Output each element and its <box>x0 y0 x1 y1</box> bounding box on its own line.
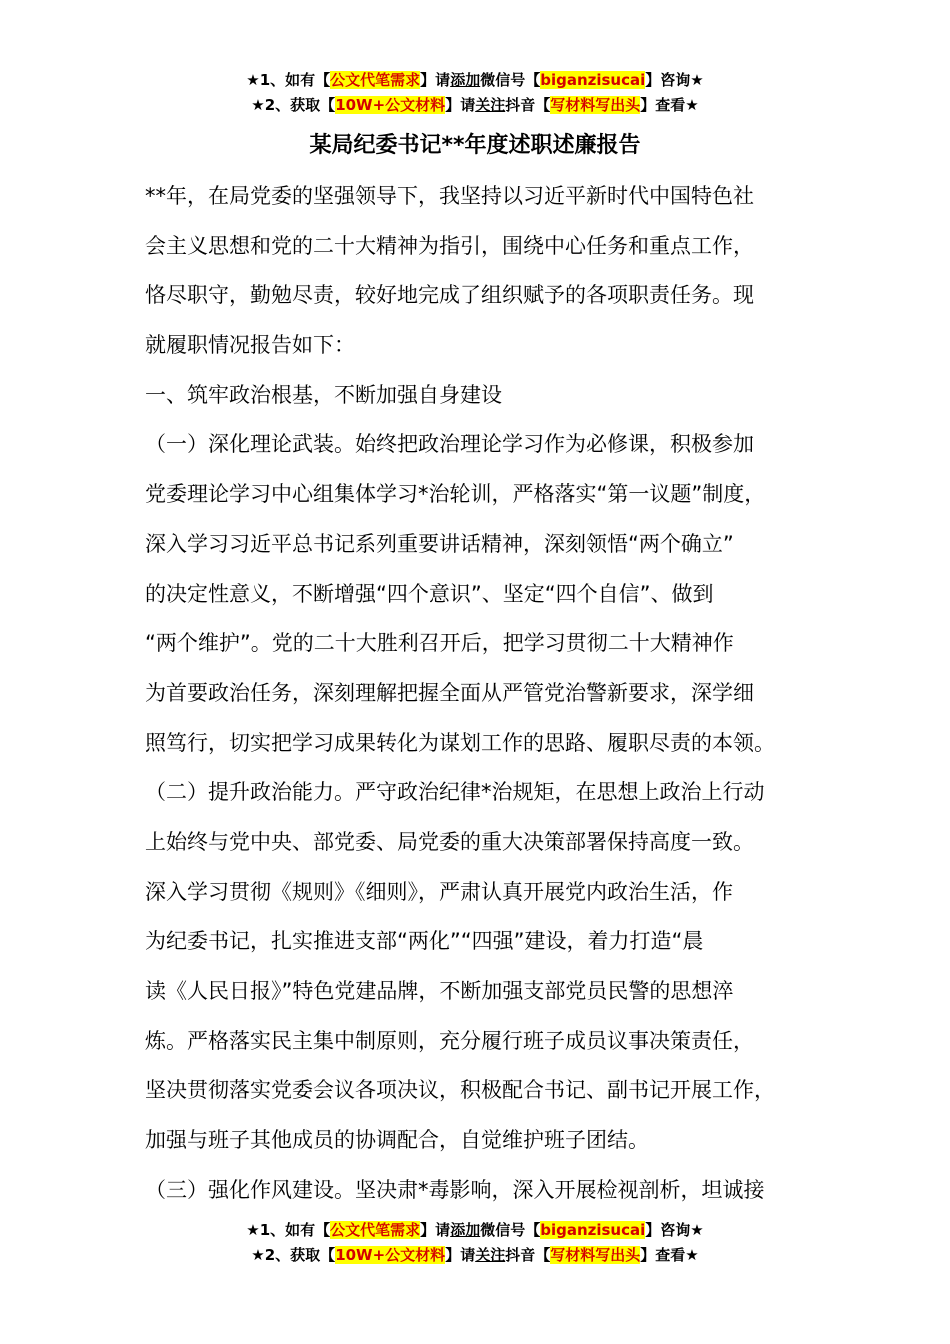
body-line: 加强与班子其他成员的协调配合，自觉维护班子团结。 <box>145 1128 649 1153</box>
body-line: 为首要政治任务，深刻理解把握全面从严管党治警新要求，深学细 <box>145 680 754 705</box>
body-line: 恪尽职守，勤勉尽责，较好地完成了组织赋予的各项职责任务。现 <box>145 283 754 308</box>
banner-highlight: 公文代笔需求 <box>330 71 421 89</box>
body-line: **年，在局党委的坚强领导下，我坚持以习近平新时代中国特色社 <box>145 184 754 208</box>
banner-text: ★1、如有【 <box>246 1221 331 1239</box>
banner-underlined: 关注 <box>475 1246 506 1264</box>
section-heading: 一、筑牢政治根基，不断加强自身建设 <box>145 382 502 407</box>
banner-text: 微信号【 <box>480 71 541 89</box>
banner-highlight: 10W+公文材料 <box>335 1246 446 1264</box>
body-line: 就履职情况报告如下： <box>145 333 355 358</box>
banner-highlight: 写材料写出头 <box>550 1246 641 1264</box>
banner-text: 】查看★ <box>640 96 699 114</box>
document-title: 某局纪委书记**年度述职述廉报告 <box>309 133 641 158</box>
body-line: 炼。严格落实民主集中制原则，充分履行班子成员议事决策责任， <box>145 1028 754 1053</box>
body-line: 的决定性意义，不断增强“四个意识”、坚定“四个自信”、做到 <box>145 581 714 606</box>
body-line: 上始终与党中央、部党委、局党委的重大决策部署保持高度一致。 <box>145 829 754 854</box>
banner-text: 抖音【 <box>505 1246 551 1264</box>
body-line: 党委理论学习中心组集体学习*治轮训，严格落实“第一议题”制度， <box>145 482 766 507</box>
top-banner <box>0 68 950 118</box>
banner-text: ★2、获取【 <box>251 96 336 114</box>
banner-text: 】请 <box>445 96 476 114</box>
banner-text: ★2、获取【 <box>251 1246 336 1264</box>
body-line: （二）提升政治能力。严守政治纪律*治规矩，在思想上政治上行动 <box>145 780 765 805</box>
banner-text: 】查看★ <box>640 1246 699 1264</box>
document-body <box>145 172 845 1215</box>
body-line: “两个维护”。党的二十大胜利召开后，把学习贯彻二十大精神作 <box>145 631 734 656</box>
banner-text: 】请 <box>445 1246 476 1264</box>
banner-highlight: 写材料写出头 <box>550 96 641 114</box>
body-line: 会主义思想和党的二十大精神为指引，围绕中心任务和重点工作， <box>145 233 754 258</box>
body-line: 读《人民日报》”特色党建品牌，不断加强支部党员民警的思想淬 <box>145 979 734 1003</box>
body-line: 深入学习贯彻《规则》《细则》，严肃认真开展党内政治生活，作 <box>145 879 733 904</box>
banner-text: 抖音【 <box>505 96 551 114</box>
body-line: （一）深化理论武装。始终把政治理论学习作为必修课，积极参加 <box>145 432 754 457</box>
banner-text: ★1、如有【 <box>246 71 331 89</box>
banner-underlined: 关注 <box>475 96 506 114</box>
banner-line-1 <box>0 1218 950 1243</box>
body-line: 为纪委书记，扎实推进支部“两化”“四强”建设，着力打造“晨 <box>145 929 704 954</box>
banner-highlight: biganzisucai <box>540 1221 646 1239</box>
banner-line-2 <box>0 1243 950 1268</box>
body-line: 深入学习习近平总书记系列重要讲话精神，深刻领悟“两个确立” <box>145 531 734 556</box>
banner-line-1 <box>0 68 950 93</box>
banner-highlight: 10W+公文材料 <box>335 96 446 114</box>
banner-highlight: 公文代笔需求 <box>330 1221 421 1239</box>
banner-line-2 <box>0 93 950 118</box>
banner-text: 】请 <box>420 71 451 89</box>
banner-text: 】咨询★ <box>645 1221 704 1239</box>
body-line: 坚决贯彻落实党委会议各项决议，积极配合书记、副书记开展工作， <box>145 1078 775 1103</box>
banner-highlight: biganzisucai <box>540 71 646 89</box>
banner-underlined: 添加 <box>450 1221 481 1239</box>
banner-text: 微信号【 <box>480 1221 541 1239</box>
bottom-banner <box>0 1218 950 1268</box>
body-line: （三）强化作风建设。坚决肃*毒影响，深入开展检视剖析，坦诚接 <box>145 1177 765 1202</box>
banner-text: 】咨询★ <box>645 71 704 89</box>
banner-underlined: 添加 <box>450 71 481 89</box>
body-line: 照笃行，切实把学习成果转化为谋划工作的思路、履职尽责的本领。 <box>145 730 775 755</box>
banner-text: 】请 <box>420 1221 451 1239</box>
